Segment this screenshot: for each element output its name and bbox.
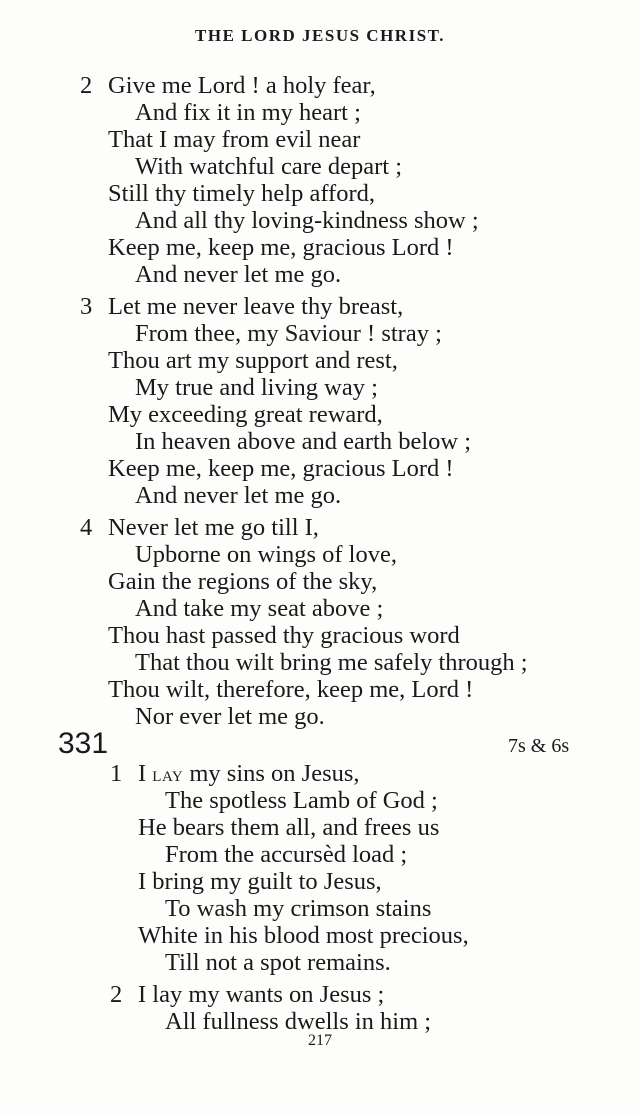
verse-line: White in his blood most precious, <box>138 922 469 949</box>
verse-number: 2 <box>80 72 93 99</box>
hymn-meter: 7s & 6s <box>508 735 570 757</box>
verse-line: That I may from evil near <box>108 126 361 153</box>
verse-number: 2 <box>110 981 123 1008</box>
verse-number: 3 <box>80 293 93 320</box>
verse-number: 1 <box>110 760 123 787</box>
verse-line: Thou hast passed thy gracious word <box>108 622 460 649</box>
verse-line: Thou art my support and rest, <box>108 347 398 374</box>
verse-first-line <box>138 760 360 788</box>
verse-line: I bring my guilt to Jesus, <box>138 868 382 895</box>
verse-line: To wash my crimson stains <box>165 895 432 922</box>
verse-line: Nor ever let me go. <box>135 703 325 730</box>
page-number: 217 <box>308 1032 332 1049</box>
verse-line: And never let me go. <box>135 482 342 509</box>
verse-line: The spotless Lamb of God ; <box>165 787 438 814</box>
verse-line: He bears them all, and frees us <box>138 814 440 841</box>
verse-line: Keep me, keep me, gracious Lord ! <box>108 234 454 261</box>
verse-line: Still thy timely help afford, <box>108 180 375 207</box>
verse-line: That thou wilt bring me safely through ; <box>135 649 528 676</box>
verse-line: And fix it in my heart ; <box>135 99 361 126</box>
verse-line: From thee, my Saviour ! stray ; <box>135 320 442 347</box>
verse-line: In heaven above and earth below ; <box>135 428 472 455</box>
verse-line: Thou wilt, therefore, keep me, Lord ! <box>108 676 474 703</box>
hymn-number: 331 <box>58 727 109 760</box>
verse-line: Upborne on wings of love, <box>135 541 397 568</box>
verse-line: Give me Lord ! a holy fear, <box>108 72 376 99</box>
verse-line: My true and living way ; <box>135 374 378 401</box>
verse-line: My exceeding great reward, <box>108 401 383 428</box>
verse-line: Till not a spot remains. <box>165 949 391 976</box>
verse-line: With watchful care depart ; <box>135 153 403 180</box>
verse-line: Gain the regions of the sky, <box>108 568 378 595</box>
first-line-start: I <box>138 760 153 787</box>
verse-line: Let me never leave thy breast, <box>108 293 404 320</box>
verse-line: All fullness dwells in him ; <box>165 1008 432 1035</box>
verse-line: And never let me go. <box>135 261 342 288</box>
first-line-rest: my sins on Jesus, <box>183 760 360 787</box>
verse-line: Never let me go till I, <box>108 514 319 541</box>
verse-line: From the accursèd load ; <box>165 841 408 868</box>
verse-line: And all thy loving-kindness show ; <box>135 207 479 234</box>
verse-number: 4 <box>80 514 93 541</box>
verse-line: I lay my wants on Jesus ; <box>138 981 385 1008</box>
first-word-smallcaps: lay <box>152 762 184 786</box>
verse-line: And take my seat above ; <box>135 595 384 622</box>
running-head: THE LORD JESUS CHRIST. <box>195 26 445 45</box>
verse-line: Keep me, keep me, gracious Lord ! <box>108 455 454 482</box>
